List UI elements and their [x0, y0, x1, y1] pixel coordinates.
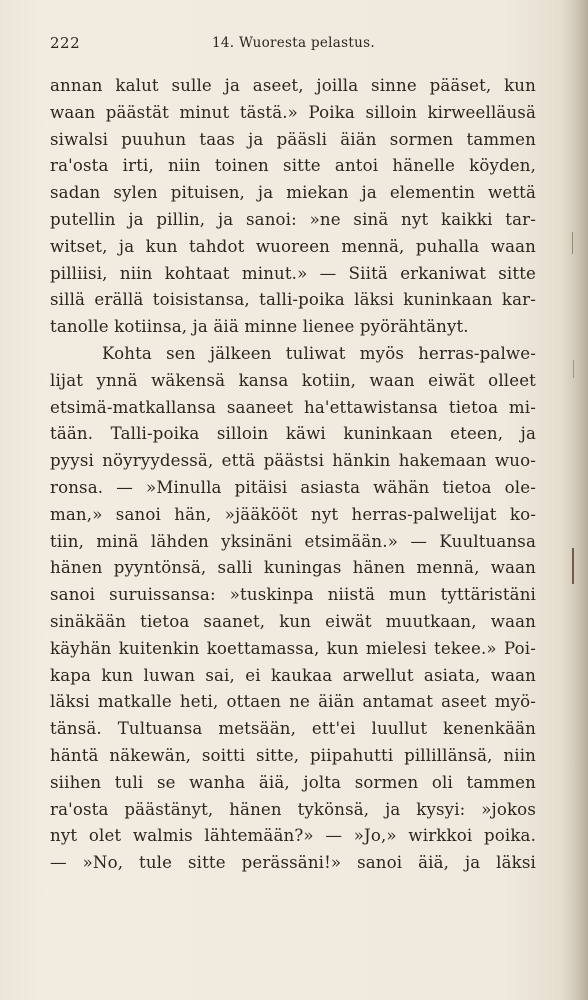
- text-line: man,» sanoi hän, »jääkööt nyt herras-palwelijat ko-: [50, 504, 536, 524]
- text-line: sillä erällä toisistansa, talli-poika läksi kuninkaan kar-: [50, 290, 536, 310]
- margin-mark: [572, 232, 573, 254]
- text-line: etsimä-matkallansa saaneet ha'ettawistansa tietoa mi-: [50, 397, 536, 417]
- text-line: witset, ja kun tahdot wuoreen mennä, puhalla waan: [50, 236, 536, 256]
- text-line: ra'osta päästänyt, hänen tykönsä, ja kysyi: »jokos: [50, 799, 536, 819]
- text-line: lijat ynnä wäkensä kansa kotiin, waan eiwät olleet: [50, 370, 536, 390]
- text-line: putellin ja pillin, ja sanoi: »ne sinä nyt kaikki tar-: [50, 209, 536, 229]
- margin-mark: [573, 360, 574, 378]
- text-line: sinäkään tietoa saanet, kun eiwät muutkaan, waan: [50, 611, 536, 631]
- text-line: sadan sylen pituisen, ja miekan ja elementin wettä: [50, 183, 536, 203]
- text-line: tään. Talli-poika silloin käwi kuninkaan eteen, ja: [50, 424, 536, 444]
- page-edge-shadow: [562, 0, 588, 1000]
- text-line: ronsa. — »Minulla pitäisi asiasta wähän tietoa ole-: [50, 477, 536, 497]
- text-line: läksi matkalle heti, ottaen ne äiän antamat aseet myö-: [50, 692, 536, 712]
- text-line: waan päästät minut tästä.» Poika silloin kirweelläusä: [50, 102, 536, 122]
- margin-mark: [572, 548, 574, 584]
- page-number: 222: [50, 34, 81, 52]
- text-line: häntä näkewän, soitti sitte, piipahutti pillillänsä, niin: [50, 745, 536, 765]
- text-line: pilliisi, niin kohtaat minut.» — Siitä erkaniwat sitte: [50, 263, 536, 283]
- text-line: annan kalut sulle ja aseet, joilla sinne pääset, kun: [50, 76, 536, 95]
- text-line: Kohta sen jälkeen tuliwat myös herras-palwe-: [102, 343, 536, 363]
- text-line: siihen tuli se wanha äiä, jolta sormen oli tammen: [50, 772, 536, 792]
- text-line: nyt olet walmis lähtemään?» — »Jo,» wirkkoi poika.: [50, 826, 536, 846]
- text-line: tänsä. Tultuansa metsään, ett'ei luullut kenenkään: [50, 719, 536, 739]
- body-text: [50, 73, 536, 877]
- text-line: tanolle kotiinsa, ja äiä minne lienee pyörähtänyt.: [50, 317, 469, 337]
- text-line: tiin, minä lähden yksinäni etsimään.» — Kuultuansa: [50, 531, 536, 551]
- text-line: pyysi nöyryydessä, että päästsi hänkin hakemaan wuo-: [50, 451, 536, 471]
- text-line: hänen pyyntönsä, salli kuningas hänen mennä, waan: [50, 558, 536, 578]
- text-line: siwalsi puuhun taas ja pääsli äiän sormen tammen: [50, 129, 536, 149]
- text-line: käyhän kuitenkin koettamassa, kun mielesi tekee.» Poi-: [50, 638, 536, 658]
- running-head: 14. Wuoresta pelastus.: [212, 35, 375, 51]
- text-line: sanoi suruissansa: »tuskinpa niistä mun tyttäristäni: [50, 585, 536, 605]
- text-line: kapa kun luwan sai, ei kaukaa arwellut asiata, waan: [50, 665, 536, 685]
- text-line: — »No, tule sitte perässäni!» sanoi äiä, ja läksi: [50, 853, 536, 873]
- text-line: ra'osta irti, niin toinen sitte antoi hänelle köyden,: [50, 156, 536, 176]
- page-header: [50, 32, 534, 58]
